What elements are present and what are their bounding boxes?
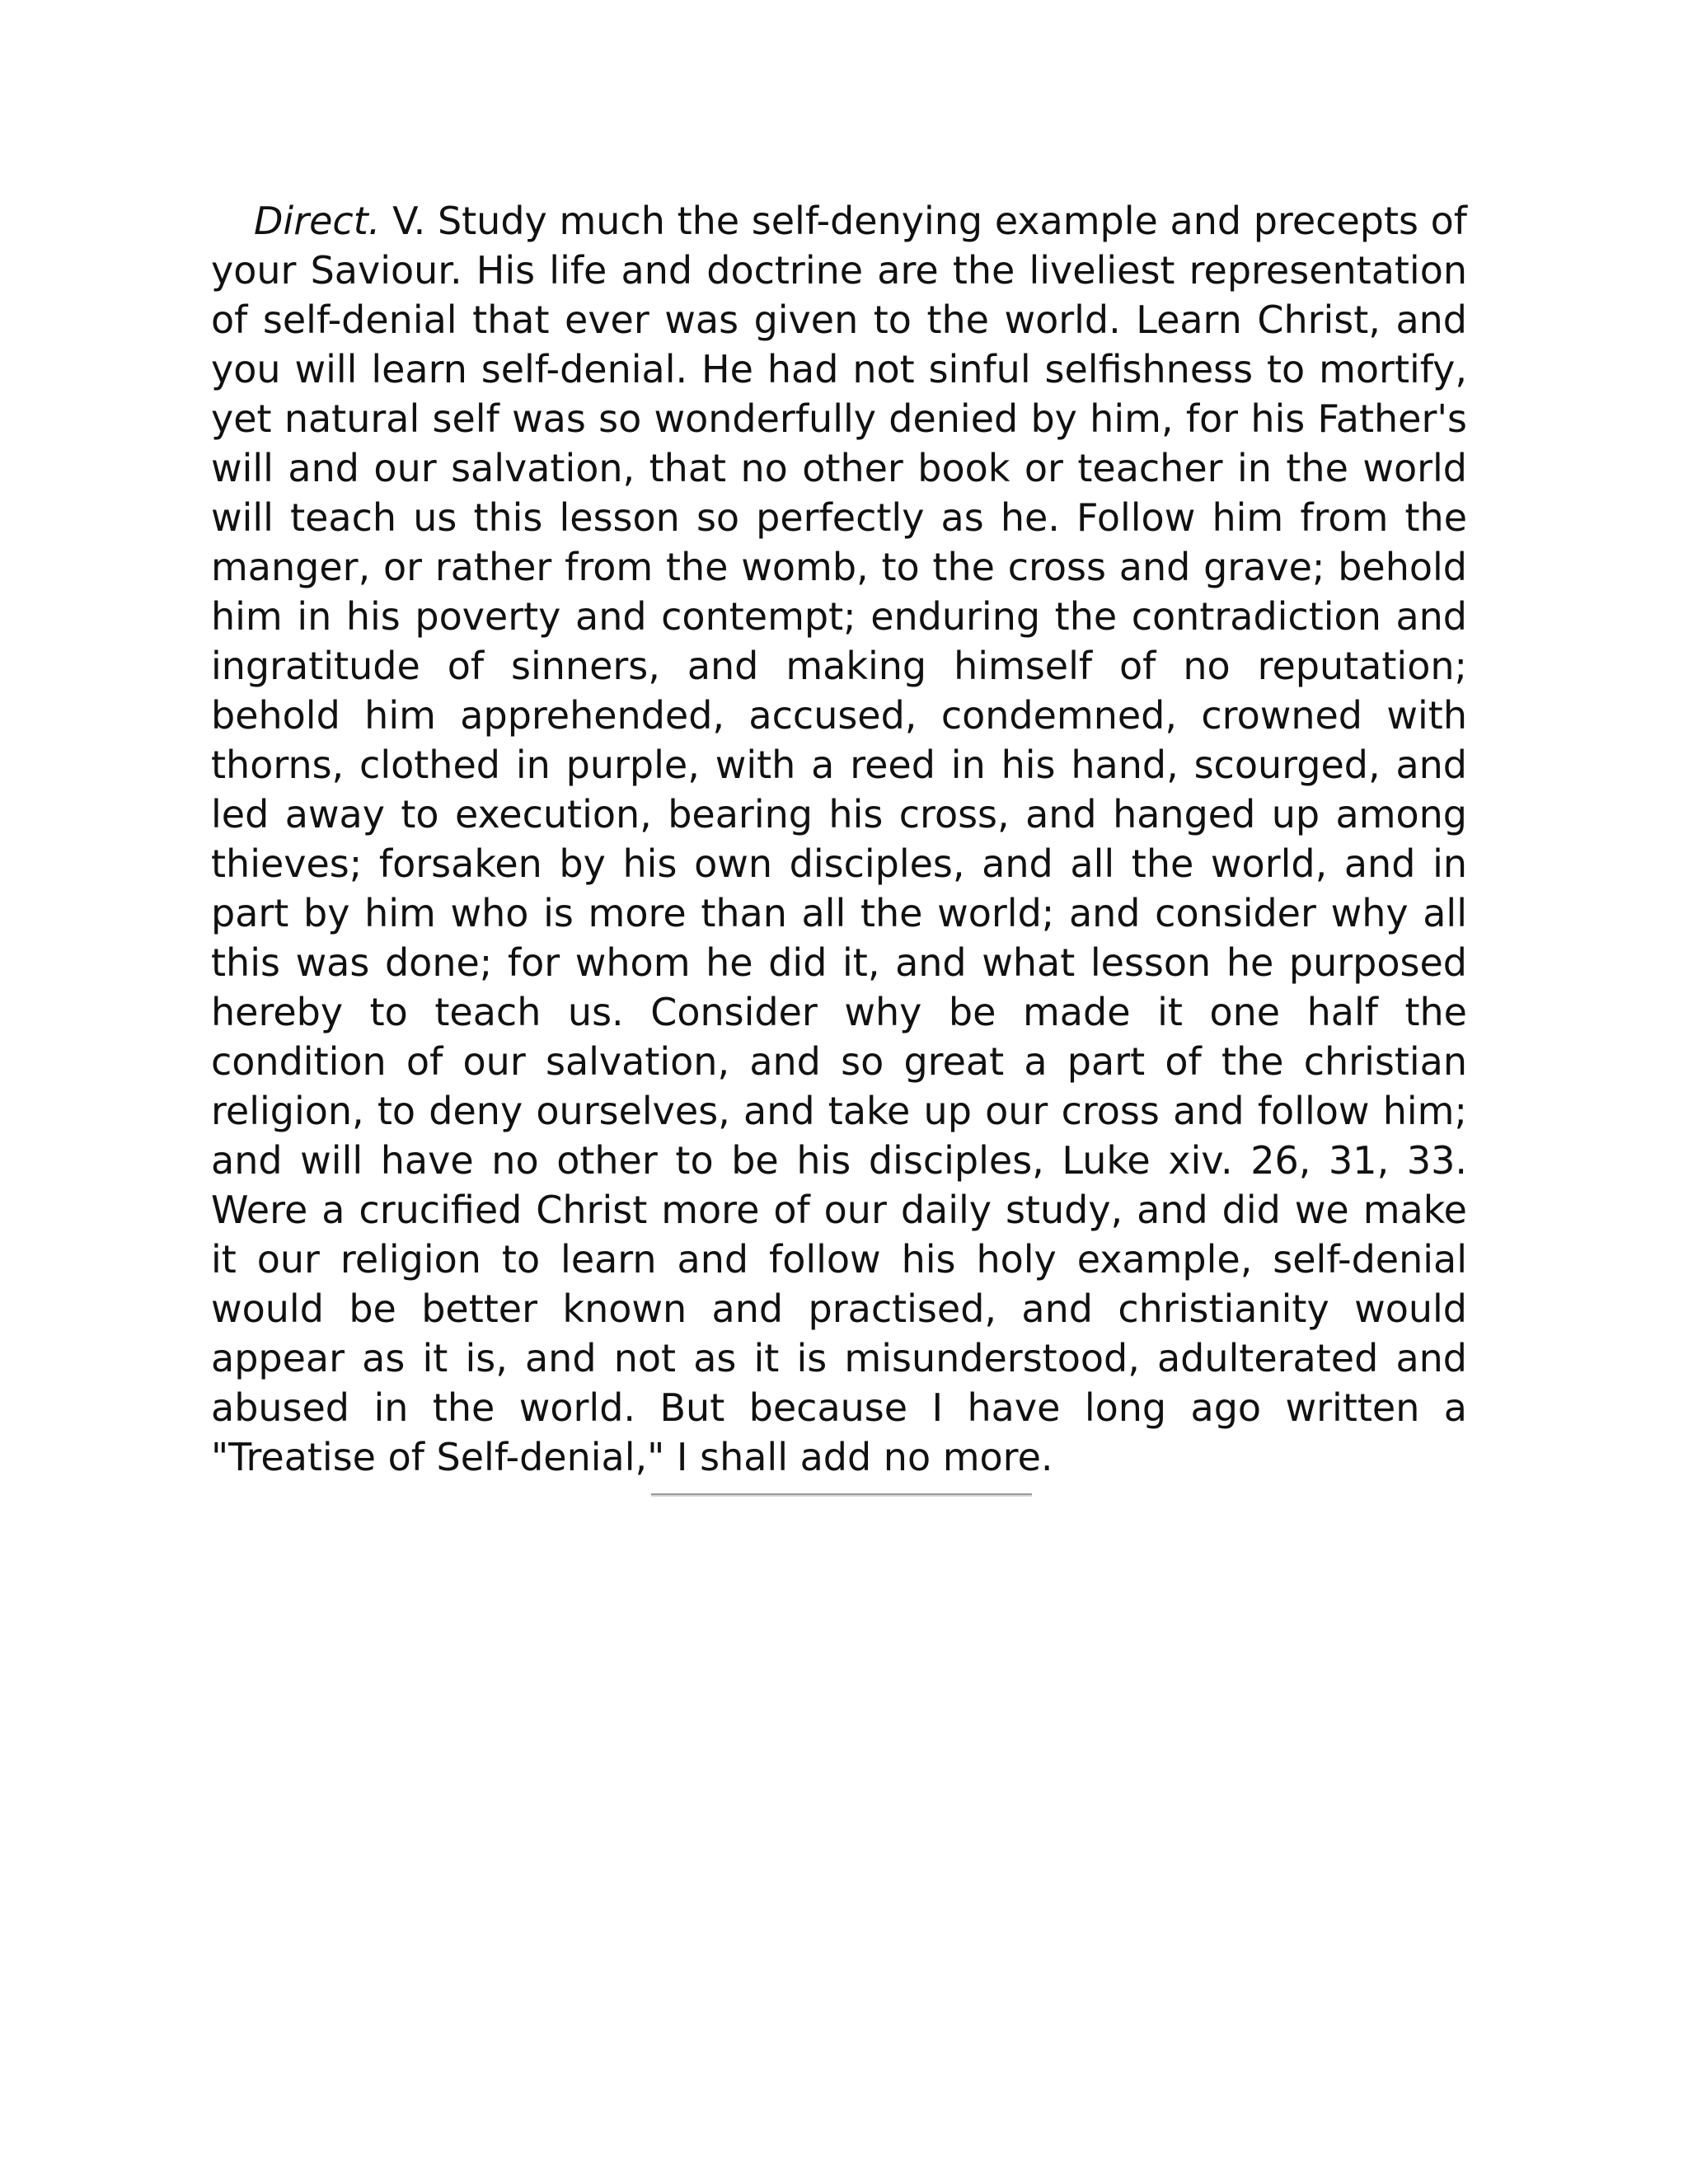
body-paragraph xyxy=(211,196,1467,1482)
direction-label: Direct. xyxy=(254,199,381,243)
horizontal-divider xyxy=(651,1493,1032,1497)
paragraph-text: V. Study much the self-denying example and precepts of your Saviour. His life and doctrine are the liveliest representation of self-denial that ever was given to the world. Learn Christ, and you will learn self-denial. He had not sinful selfishness to mortify, yet natural self was so wonderfully denied by him, for his Father's will and our salvation, that no other book or teacher in the world will teach us this lesson so perfectly as he. Follow him from the manger, or rather from the womb, to the cross and grave; behold him in his poverty and contempt; enduring the contradiction and ingratitude of sinners, and making himself of no reputation; behold him apprehended, accused, condemned, crowned with thorns, clothed in purple, with a reed in his hand, scourged, and led away to execution, bearing his cross, and hanged up among thieves; forsaken by his own disciples, and all the world, and in part by him who is more than all the world; and consider why all this was done; for whom he did it, and what lesson he purposed hereby to teach us. Consider why be made it one half the condition of our salvation, and so great a part of the christian religion, to deny ourselves, and take up our cross and follow him; and will have no other to be his disciples, Luke xiv. 26, 31, 33. Were a crucified Christ more of our daily study, and did we make it our religion to learn and follow his holy example, self-denial would be better known and practised, and christianity would appear as it is, and not as it is misunderstood, adulterated and abused in the world. But because I have long ago written a "Treatise of Self-denial," I shall add no more. xyxy=(211,199,1467,1479)
